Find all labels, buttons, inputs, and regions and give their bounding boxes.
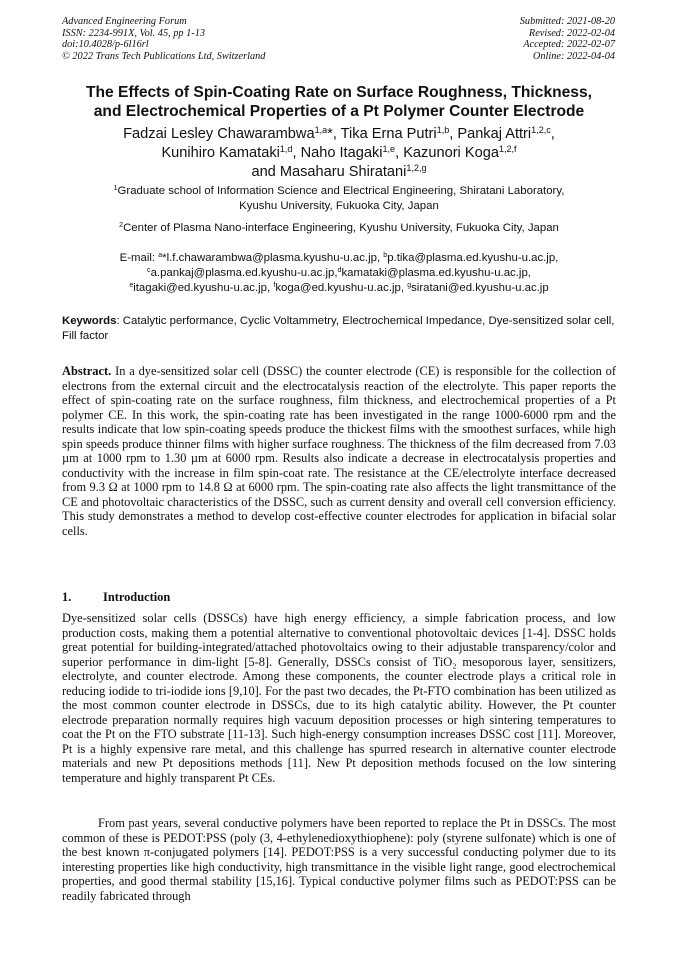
keywords-label: Keywords	[62, 315, 117, 327]
affiliation-2	[62, 221, 616, 236]
author-name: Kunihiro Kamataki	[161, 145, 280, 161]
author-separator: ,	[449, 126, 458, 142]
email-sup: e	[129, 282, 134, 290]
email-address[interactable]: kamataki@plasma.ed.kyushu-u.ac.jp,	[341, 267, 531, 279]
author-separator: ,	[550, 126, 555, 142]
email-line	[62, 266, 616, 281]
author-name: Naho Itagaki	[300, 145, 383, 161]
email-sup: d	[337, 267, 342, 275]
email-label: E-mail:	[119, 252, 159, 264]
abstract	[62, 364, 616, 539]
email-line	[62, 281, 616, 296]
abstract-label: Abstract.	[62, 364, 112, 378]
author-affil-sup: 1,2,g	[406, 163, 427, 174]
affiliation-sup: 1	[113, 185, 118, 193]
keywords-text: : Catalytic performance, Cyclic Voltammetry, Electrochemical Impedance, Dye-sensitized solar cell, Fill factor	[62, 315, 615, 342]
email-address[interactable]: *l.f.chawarambwa@plasma.kyushu-u.ac.jp,	[162, 252, 384, 264]
author-separator: ,	[292, 145, 301, 161]
author-affil-sup: 1,d	[279, 144, 293, 155]
online-date: Online: 2022-04-04	[532, 50, 615, 62]
affiliation-text: Center of Plasma Nano-interface Engineering, Kyushu University, Fukuoka City, Japan	[123, 222, 559, 234]
title-line: and Electrochemical Properties of a Pt Polymer Counter Electrode	[93, 103, 585, 120]
author-affil-sup: 1,e	[382, 144, 396, 155]
section-number: 1.	[62, 590, 72, 604]
author-separator: ,	[395, 145, 404, 161]
email-sup: b	[383, 252, 388, 260]
author-list	[62, 125, 616, 182]
author-affil-sup: 1,b	[436, 125, 450, 136]
email-sup: a	[158, 252, 163, 260]
keywords-block	[62, 314, 616, 344]
author-name: Fadzai Lesley Chawarambwa	[123, 126, 315, 142]
doi-line: doi:10.4028/p-6l16rl	[62, 39, 149, 51]
email-sup: f	[273, 282, 276, 290]
email-address[interactable]: koga@ed.kyushu-u.ac.jp,	[275, 282, 408, 294]
author-affil-sup: 1,a	[314, 125, 328, 136]
author-affil-sup: 1,2,c	[531, 125, 551, 136]
affiliation-line: Kyushu University, Fukuoka City, Japan	[239, 200, 439, 212]
author-separator: *,	[327, 126, 341, 142]
author-name: Kazunori Koga	[403, 145, 499, 161]
intro-paragraph-2: From past years, several conductive polymers have been reported to replace the Pt in DSSCs. The most common of these is PEDOT:PSS (poly (3, 4-ethylenedioxythiophene): poly (styrene sulfonate) which is one of the best known π-conjugated polymers [14]. PEDOT:PSS is a very successful conducting polymer due to its interesting properties like high conductivity, high transmittance in the visible light range, good electrochemical properties, and good thermal stability [15,16]. Typical conductive polymer films such as PEDOT:PSS can be readily fabricated through	[62, 816, 616, 903]
email-address[interactable]: a.pankaj@plasma.ed.kyushu-u.ac.jp,	[150, 267, 338, 279]
abstract-text: In a dye-sensitized solar cell (DSSC) the counter electrode (CE) is responsible for the collection of electrons from the external circuit and the electrocatalysis reaction of the electrolyte. This paper reports the effect of spin-coating rate on the surface roughness, film thickness, and electrochemical properties of a Pt polymer CE. In this work, the spin-coating rate has been investigated in the range 1000-6000 rpm and the results indicate that low spin-coating speeds produce the thickest films with the smoothest surfaces, while high spin speeds produce thinner films with higher surface roughness. The thickness of the film decreased from 7.03 µm at 1000 rpm to 1.30 µm at 6000 rpm. Results also indicate a decrease in electrocatalysis properties and conductivity with the increase in film spin-coat rate. The resistance at the CE/electrolyte interface decreased from 9.3 Ω at 1000 rpm to 14.8 Ω at 6000 rpm. The spin-coating rate also affects the light transmittance of the CE and photovoltaic characteristics of the DSSC, such as current density and overall cell conversion efficiency. This study demonstrates a method to develop cost-effective counter electrodes for application in bifacial solar cells.	[62, 364, 616, 539]
author-name: Pankaj Attri	[457, 126, 532, 142]
accepted-date: Accepted: 2022-02-07	[523, 39, 615, 51]
email-address[interactable]: itagaki@ed.kyushu-u.ac.jp,	[133, 282, 274, 294]
author-name: and Masaharu Shiratani	[251, 164, 407, 180]
journal-header	[62, 16, 265, 62]
section-title: Introduction	[103, 590, 171, 604]
submitted-date: Submitted: 2021-08-20	[519, 16, 615, 27]
dates-header	[520, 16, 615, 62]
email-sup: c	[147, 267, 151, 275]
affiliation-1	[62, 184, 616, 214]
email-sup: g	[407, 282, 412, 290]
affiliation-line	[62, 221, 616, 236]
affiliation-text: Graduate school of Information Science and Electrical Engineering, Shiratani Laboratory,	[117, 185, 565, 197]
author-line	[62, 163, 616, 182]
affiliation-line	[62, 184, 616, 199]
author-line	[62, 144, 616, 163]
issn-line: ISSN: 2234-991X, Vol. 45, pp 1-13	[62, 27, 205, 39]
copyright-line: © 2022 Trans Tech Publications Ltd, Switzerland	[62, 50, 266, 62]
title-line: The Effects of Spin-Coating Rate on Surface Roughness, Thickness,	[85, 84, 592, 101]
author-line	[62, 125, 616, 144]
email-block	[62, 251, 616, 296]
author-affil-sup: 1,2,f	[498, 144, 517, 155]
author-name: Tika Erna Putri	[340, 126, 437, 142]
revised-date: Revised: 2022-02-04	[528, 27, 615, 39]
section-heading	[62, 590, 170, 605]
affiliation-sup: 2	[119, 222, 124, 230]
email-line	[62, 251, 616, 266]
email-address[interactable]: p.tika@plasma.ed.kyushu-u.ac.jp,	[387, 252, 559, 264]
journal-name: Advanced Engineering Forum	[62, 16, 187, 27]
intro-paragraph-1: Dye-sensitized solar cells (DSSCs) have high energy efficiency, a simple fabrication process, and low production costs, making them a potential alternative to conventional photovoltaic devices [1-4]. DSSC holds great potential for building-integrated/attached photovoltaics owing to their adjustable transparency/color and superior performance in dim-light [5-8]. Generally, DSSCs consist of TiO₂ mesoporous layer, sensitizers, electrolyte, and counter electrode. Among these components, the counter electrode plays a critical role in reducing iodide to tri-iodide ions [9,10]. For the past two decades, the Pt-FTO combination has been utilized as the most common counter electrode in DSSCs, due to its high catalytic ability. However, the Pt counter electrode preparation normally requires high vacuum deposition processes or high sintering temperatures to coat the Pt on the FTO substrate [11-13]. Such high-energy consumption increases DSSC cost [11]. Moreover, Pt is a highly expensive rare metal, and this challenge has spurred research in alternative counter electrode materials and new Pt depositions methods [11]. New Pt deposition methods focused on the low sintering temperature and highly transparent Pt CEs.	[62, 611, 616, 786]
email-address[interactable]: siratani@ed.kyushu-u.ac.jp	[411, 282, 549, 294]
paper-title	[62, 83, 616, 121]
